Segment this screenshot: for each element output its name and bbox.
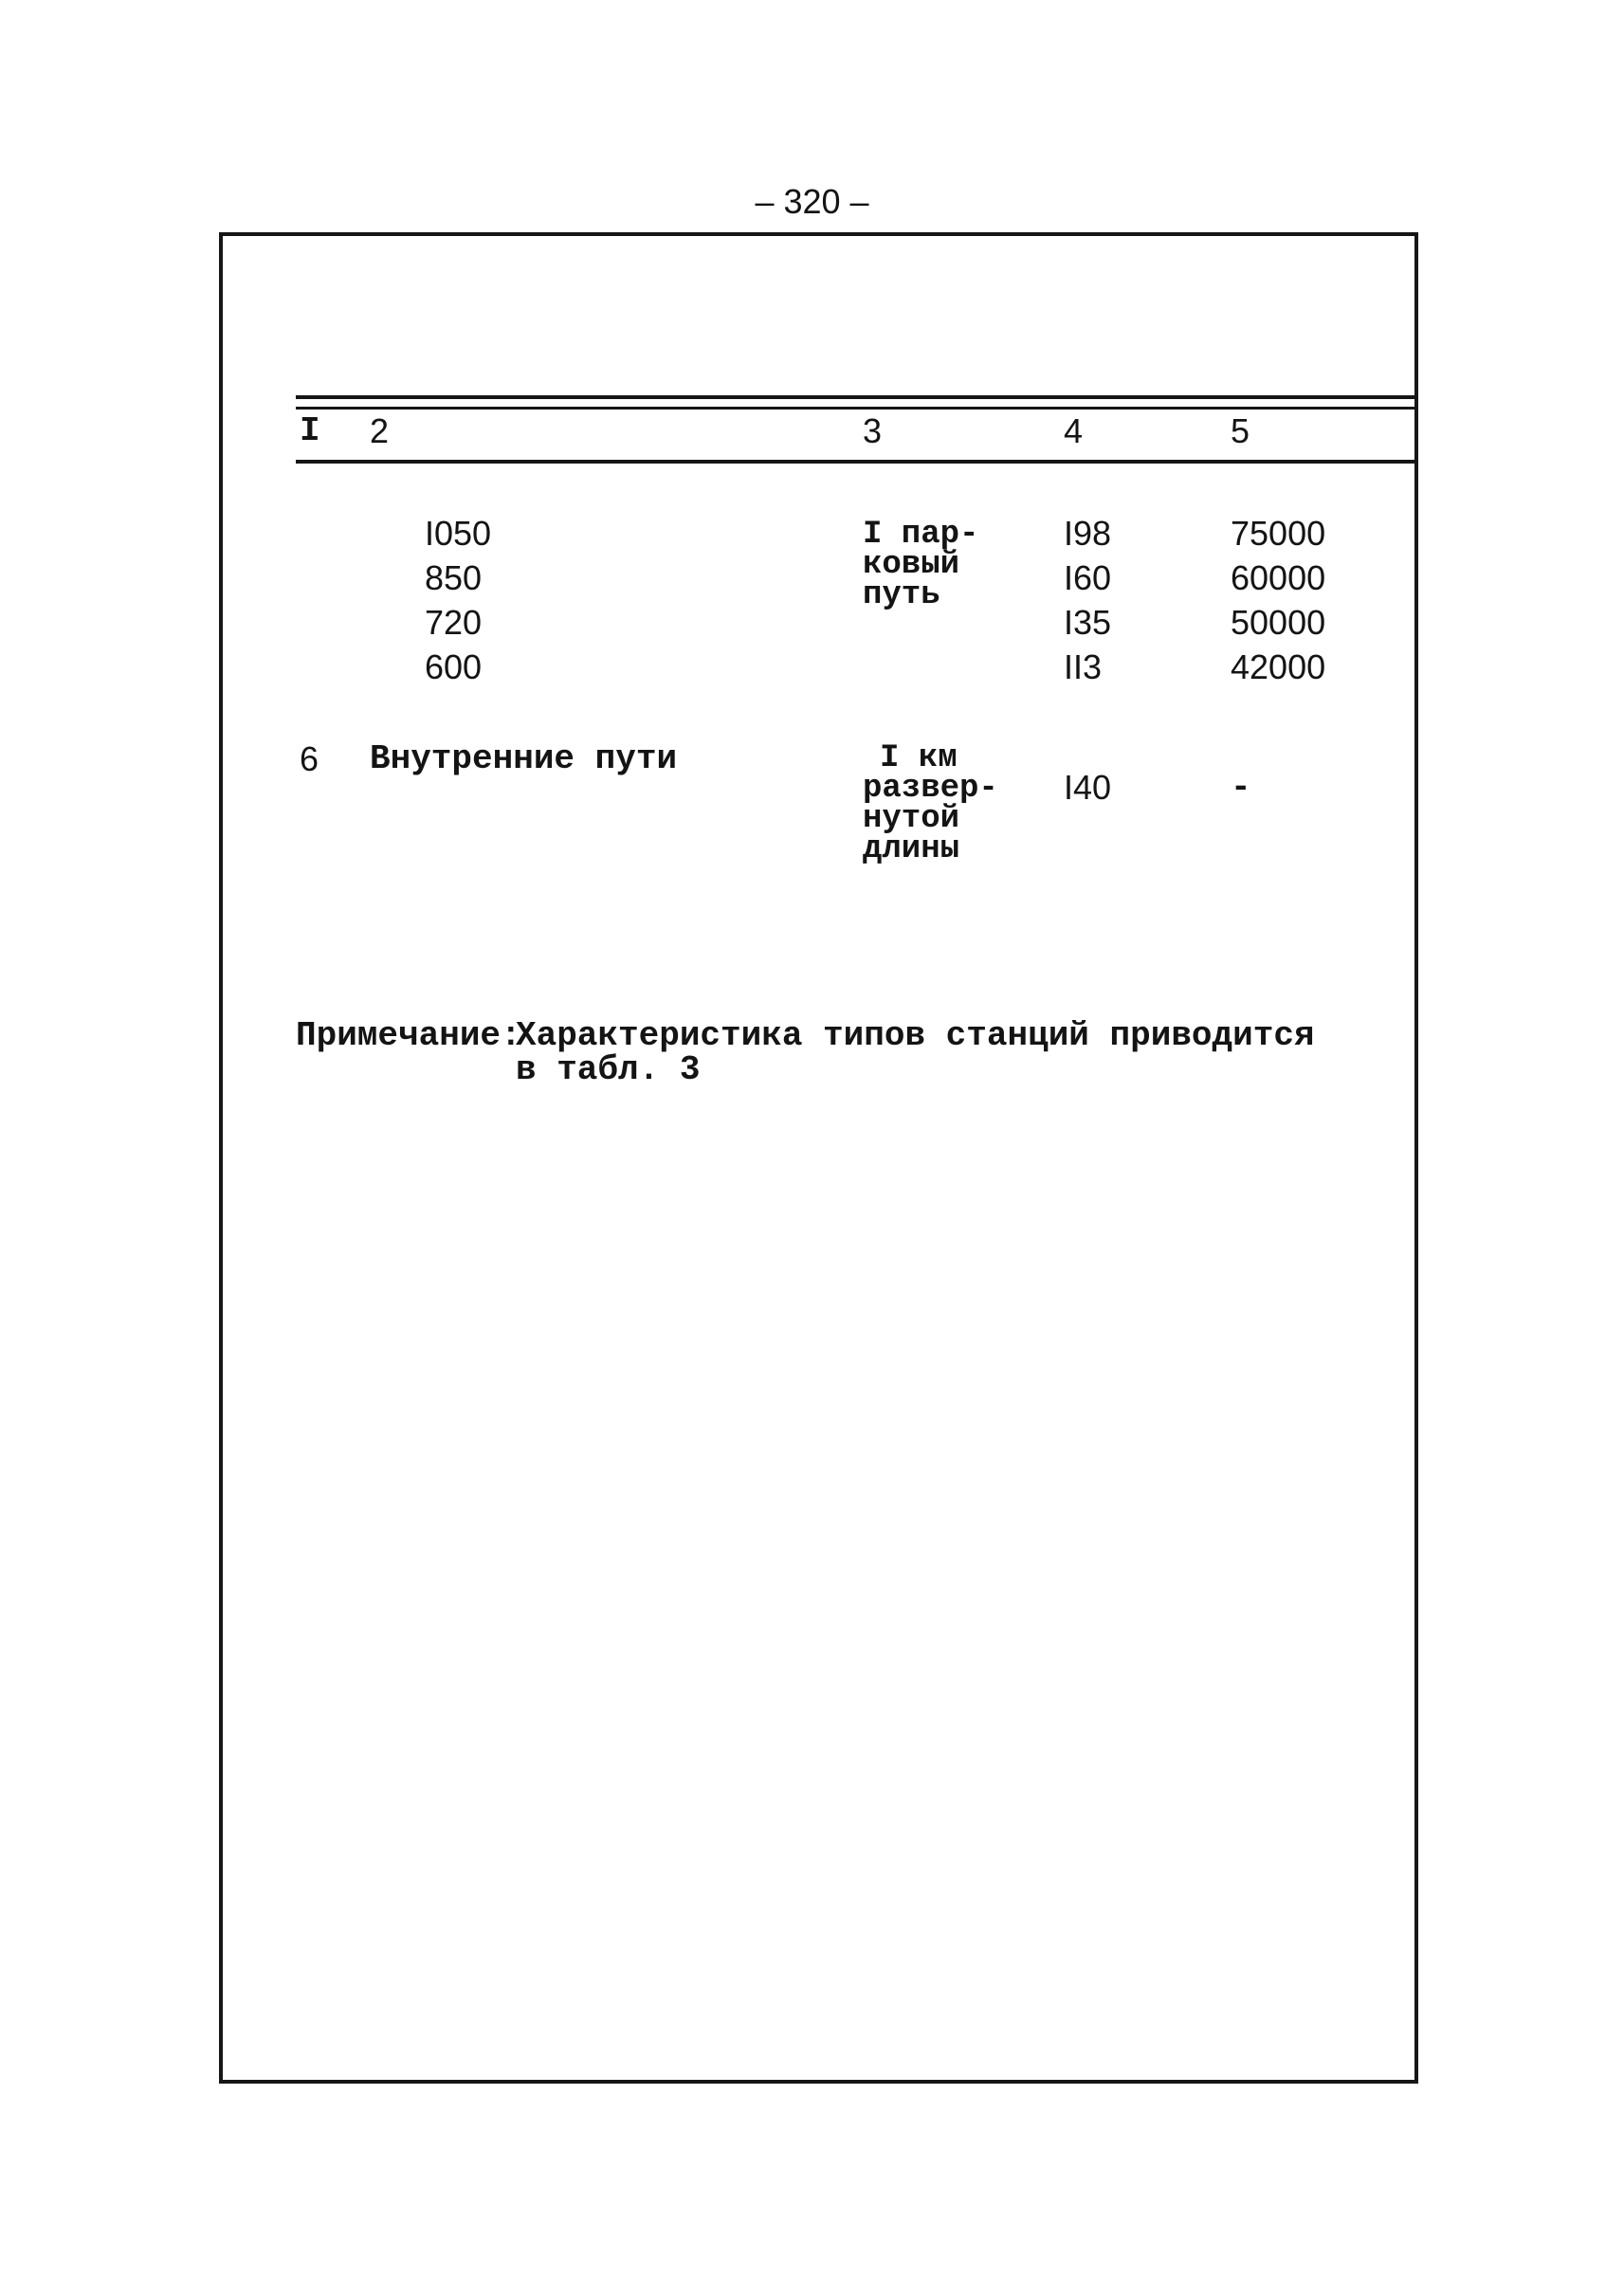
unit-line: длины xyxy=(863,831,960,867)
table-top-rule xyxy=(296,395,1418,399)
page-number: – 320 – xyxy=(755,182,869,221)
header-col-1: I xyxy=(300,411,320,450)
row-col4: II3 xyxy=(1064,647,1103,686)
note-line1: Характеристика типов станций приводится xyxy=(516,1016,1315,1055)
row-col5: 50000 xyxy=(1231,603,1326,642)
row-col4: I60 xyxy=(1064,558,1112,597)
row-length: 850 xyxy=(425,558,483,597)
unit-line: путь xyxy=(863,577,940,613)
row-col5: 75000 xyxy=(1231,514,1326,553)
table-top-rule-inner xyxy=(296,407,1418,410)
unit-line: ковый xyxy=(863,547,960,583)
row6-name: Внутренние пути xyxy=(370,739,678,778)
row6-col5: - xyxy=(1231,768,1251,807)
row6-number: 6 xyxy=(300,739,319,778)
row-length: 600 xyxy=(425,647,483,686)
unit-line: развер- xyxy=(863,771,998,807)
row-col5: 42000 xyxy=(1231,647,1326,686)
row-length: I050 xyxy=(425,514,492,553)
row6-col4: I40 xyxy=(1064,768,1112,807)
header-col-4: 4 xyxy=(1064,411,1084,450)
unit-cell-row6 xyxy=(863,740,998,867)
row-col4: I98 xyxy=(1064,514,1112,553)
note-label: Примечание: xyxy=(296,1016,521,1055)
unit-line: I пар- xyxy=(863,517,979,553)
unit-line: нутой xyxy=(863,801,960,837)
page-frame xyxy=(219,232,1418,2084)
header-col-5: 5 xyxy=(1231,411,1250,450)
row-col4: I35 xyxy=(1064,603,1112,642)
unit-cell-continued xyxy=(863,517,979,613)
row-length: 720 xyxy=(425,603,483,642)
unit-line: I км xyxy=(880,740,958,776)
row-col5: 60000 xyxy=(1231,558,1326,597)
header-col-3: 3 xyxy=(863,411,883,450)
table-header-rule xyxy=(296,460,1418,464)
note-line2: в табл. 3 xyxy=(516,1050,701,1089)
header-col-2: 2 xyxy=(370,411,390,450)
